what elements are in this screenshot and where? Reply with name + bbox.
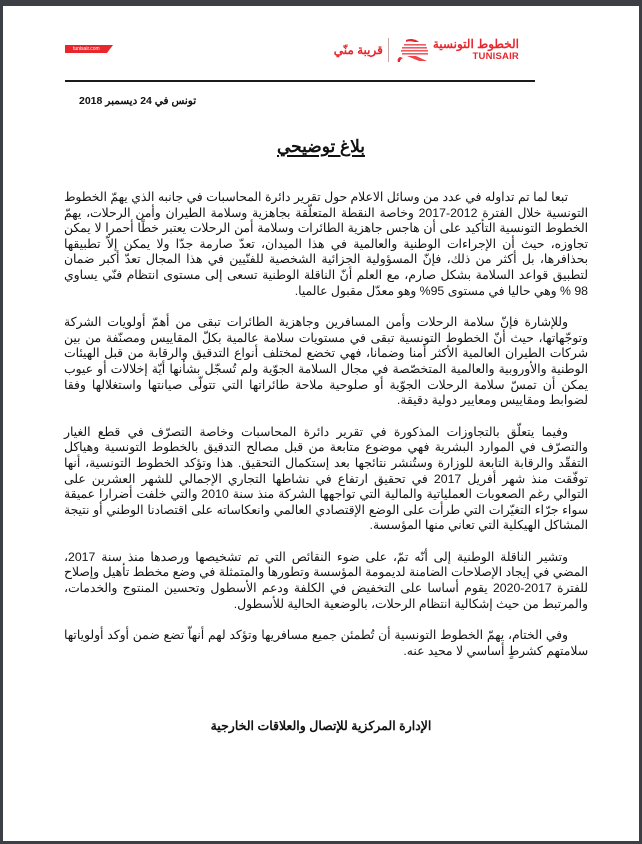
letterhead bbox=[65, 28, 541, 72]
header-divider bbox=[65, 80, 535, 82]
signature: الإدارة المركزية للإتصال والعلاقات الخارجية bbox=[210, 719, 432, 733]
slogan: قريبة منّي bbox=[333, 43, 383, 57]
brand-name-arabic: الخطوط التونسية bbox=[432, 37, 519, 52]
paragraph-conclusion: وفي الختام، يهمّ الخطوط التونسية أن تُطمئن جميع مسافريها وتؤكد لهم أنهاّ تضع ضمن أوكد أولوياتها سلامتهم كشرطٍ أساسي لا محيد عنه. bbox=[64, 628, 588, 658]
document-date: تونس في 24 ديسمبر 2018 bbox=[79, 95, 197, 107]
brand-name-latin: TUNISAIR bbox=[472, 51, 519, 63]
document-title-text: بلاغ توضيحي bbox=[277, 137, 365, 156]
tunisair-logo bbox=[334, 34, 519, 66]
paragraph-safety: وللإشارة فإنّ سلامة الرحلات وأمن المسافرين وجاهزية الطائرات تبقى من أهمّ أولويات الشركة وتوجّهاتها، حيث أنّ الخطوط التونسية تبقى في مستويات سلامة عالمية بكلّ المقاييس ومصنّفة من بين شركات الطيران العالمية الأكثر أمنا وضمانا، فهي تخضع لمختلف أنواع التدقيق والرقابة من قبل الهيئات الوطنية والأوروبية والعالمية المتخصّصة في مجال السلامة الجوّية ولم تُسجّل بشأنها أيّة إخلالات أو عيوب يمكن أن تمسّ سلامة الرحلات الجوّية أو صلوحية ملاحة طائراتها التي تتولّى صيانتها واستغلالها وفقا لضوابط ومقاييس ومعايير دولية دقيقة. bbox=[64, 315, 588, 408]
website-tag[interactable]: tunisair.com bbox=[65, 45, 107, 53]
logo-divider bbox=[388, 38, 389, 62]
document-title bbox=[3, 137, 639, 157]
paragraph-reforms: وتشير الناقلة الوطنية إلى أنّه تمّ، على ضوء النقائص التي تم تشخيصها ورصدها منذ سنة 2017، المضي في إيجاد الإصلاحات الضامنة لديمومة المؤسسة وتطورها والمتمثلة في وضع مخطط تأهيل وإصلاح للفترة 2017-2020 يقوم أساسا على التخفيض في الكلفة ودعم الأسطول وتحسين المنتوج والخدمات، والمرتبط من حيث إشكالية انتظام الرحلات، بالوضعية الحالية للأسطول. bbox=[64, 549, 588, 611]
document-body bbox=[64, 190, 588, 675]
gazelle-logo-icon bbox=[394, 37, 430, 63]
paragraph-audit: وفيما يتعلّق بالتجاوزات المذكورة في تقرير دائرة المحاسبات وخاصة التصرّف في قطع الغيار والتصرّف في الموارد البشرية فهي موضوع متابعة من قبل مصالح التدقيق بالخطوط التونسية وهياكل التفقّد والرقابة التابعة للوزارة وستُنشر نتائجها بعد إستكمال التحقيق. هذا وتؤكد الخطوط التونسية، أنها توفّقت منذ شهر أفريل 2017 في تحقيق ارتفاع في نشاطها التجاري الإجمالي للشهر العشرين على التوالي رغم الصعوبات العملياتية والمالية التي تواجهها الشركة منذ سنة 2010 والتي خلفت أضرارا عميقة سواء جرّاء التغيّرات التي طرأت على الوضع الإقتصادي العالمي وانعكاساته على اقتصادنا الوطني أو نتيجة المشاكل الهيكلية التي تعاني منها المؤسسة. bbox=[64, 424, 588, 533]
paragraph-intro: تبعا لما تم تداوله في عدد من وسائل الاعلام حول تقرير دائرة المحاسبات في جانبه الذي يهمّ الخطوط التونسية خلال الفترة 2012-2017 وخاصة النقطة المتعلّقة بجاهزية وسلامة الطيران وأمن الرحلات، يهمّ الخطوط التونسية التأكيد على أن هاجس جاهزية الطائرات وسلامة أمن الرحلات يعتبر خطًا أحمرا لا يمكن تجاوزه، حيث أن الإجراءات الوطنية والعالمية في هذا الميدان، تعدّ صارمة جدّا ولا يمكن إلاّ تطبيقها بحذافرها، بل أكثر من ذلك، فإنّ المسؤولية الجزائية الشخصية للفنّيين في هذا المجال تعدّ أكبر ضمان لتطبيق قواعد السلامة بشكل صارم، مع العلم أنّ الناقلة الوطنية تسعى إلى مستوى انتظام فنّي يساوي 98 % وهي حاليا في مستوى 95% وهو معدّل مقبول عالميا. bbox=[64, 190, 588, 298]
brand-name bbox=[433, 38, 519, 62]
document-page bbox=[3, 6, 639, 841]
